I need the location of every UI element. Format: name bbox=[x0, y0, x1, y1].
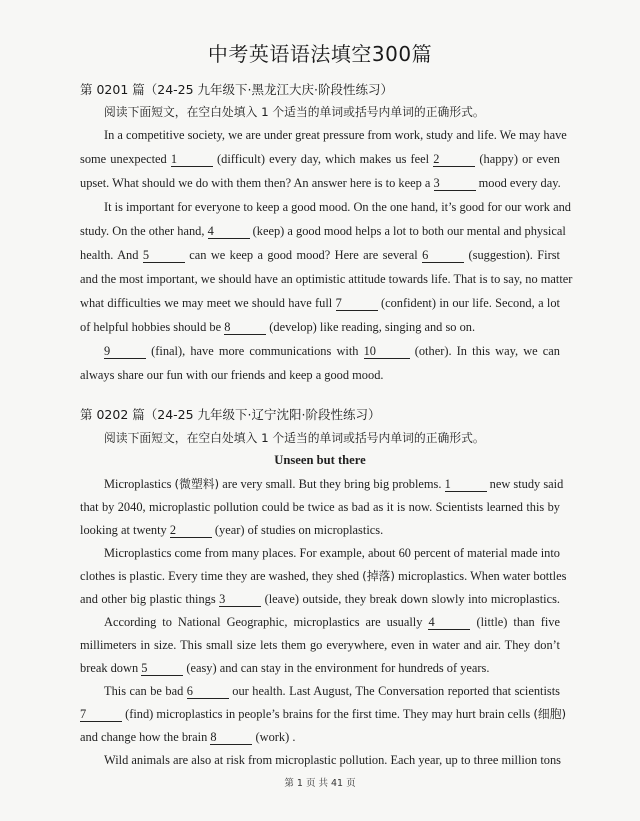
text-run: This can be bad bbox=[104, 684, 187, 698]
text-run: According to National Geographic, microplastics are usually bbox=[104, 615, 429, 629]
blank-8[interactable]: 8 bbox=[210, 730, 252, 745]
text-run: and other big plastic things bbox=[80, 592, 220, 606]
text-run: mood every day. bbox=[475, 176, 561, 190]
text-run: clothes is plastic. Every time they are washed, they shed bbox=[80, 569, 363, 583]
text-line bbox=[80, 499, 560, 515]
page-title: 中考英语语法填空300篇 bbox=[207, 42, 433, 66]
blank-5[interactable]: 5 bbox=[143, 248, 185, 263]
blank-3[interactable]: 3 bbox=[434, 176, 476, 191]
text-run: (other). In this way, we can bbox=[409, 344, 560, 358]
blank-8[interactable]: 8 bbox=[224, 320, 266, 335]
blank-1[interactable]: 1 bbox=[445, 477, 487, 492]
text-run: and the most important, we should have an optimistic attitude towards life. That is to say, no matter bbox=[80, 272, 573, 286]
text-run: In a competitive society, we are under great pressure from work, study and life. We may have bbox=[104, 128, 567, 142]
text-run: of helpful hobbies should be bbox=[80, 320, 225, 334]
text-line bbox=[80, 319, 560, 335]
text-run: our health. Last August, The Conversation reported that scientists bbox=[228, 684, 560, 698]
blank-2[interactable]: 2 bbox=[170, 523, 212, 538]
text-line bbox=[80, 660, 560, 676]
text-run: some unexpected bbox=[80, 152, 171, 166]
text-run: (final), have more communications with bbox=[146, 344, 364, 358]
text-run: (difficult) every day, which makes us feel bbox=[212, 152, 434, 166]
text-run: upset. What should we do with them then? An answer here is to keep a bbox=[80, 176, 434, 190]
text-run: new study said bbox=[486, 477, 564, 491]
page-footer: 第 1 页 共 41 页 bbox=[284, 778, 356, 789]
text-line bbox=[104, 752, 560, 768]
instruction: 阅读下面短文，在空白处填入 1 个适当的单词或括号内单词的正确形式。 bbox=[104, 105, 485, 119]
text-run: (happy) or even bbox=[475, 152, 560, 166]
blank-7[interactable]: 7 bbox=[80, 707, 122, 722]
text-run: Microplastics bbox=[104, 477, 175, 491]
text-run: (year) of studies on microplastics. bbox=[211, 523, 384, 537]
text-run: health. And bbox=[80, 248, 143, 262]
text-run: microplastics. When water bottles bbox=[394, 569, 567, 583]
text-line bbox=[80, 568, 567, 584]
text-line bbox=[104, 476, 564, 492]
text-line bbox=[104, 127, 567, 143]
text-run: It is important for everyone to keep a good mood. On the one hand, it’s good for our work and bbox=[104, 200, 571, 214]
passage-subtitle: Unseen but there bbox=[274, 453, 366, 467]
text-line bbox=[80, 706, 567, 722]
text-run: Wild animals are also at risk from microplastic pollution. Each year, up to three million tons bbox=[104, 753, 562, 767]
text-run: (suggestion). First bbox=[464, 248, 560, 262]
text-line bbox=[104, 683, 560, 699]
text-run: break down bbox=[80, 661, 142, 675]
text-run: and change how the brain bbox=[80, 730, 211, 744]
chinese-gloss: (掉落) bbox=[362, 569, 395, 583]
text-run: always share our fun with our friends and keep a good mood. bbox=[80, 368, 384, 382]
blank-5[interactable]: 5 bbox=[141, 661, 183, 676]
text-line bbox=[104, 545, 560, 561]
blank-7[interactable]: 7 bbox=[336, 296, 378, 311]
text-line bbox=[104, 343, 560, 359]
instruction: 阅读下面短文，在空白处填入 1 个适当的单词或括号内单词的正确形式。 bbox=[104, 431, 485, 445]
text-line bbox=[80, 151, 560, 167]
text-line bbox=[104, 199, 571, 215]
text-run: looking at twenty bbox=[80, 523, 170, 537]
text-run: (little) than five bbox=[470, 615, 560, 629]
text-line bbox=[80, 729, 560, 745]
blank-1[interactable]: 1 bbox=[171, 152, 213, 167]
text-run: (work) . bbox=[252, 730, 296, 744]
section-header: 第 0201 篇（24-25 九年级下·黑龙江大庆·阶段性练习） bbox=[80, 82, 394, 97]
text-run: what difficulties we may meet we should have full bbox=[80, 296, 336, 310]
blank-4[interactable]: 4 bbox=[428, 615, 470, 630]
text-run: millimeters in size. This small size lets them go everywhere, even in water and air. They don’t bbox=[80, 638, 560, 652]
blank-6[interactable]: 6 bbox=[187, 684, 229, 699]
text-run: (keep) a good mood helps a lot to both our mental and physical bbox=[249, 224, 566, 238]
text-line bbox=[80, 271, 573, 287]
text-run: study. On the other hand, bbox=[80, 224, 208, 238]
blank-10[interactable]: 10 bbox=[364, 344, 410, 359]
text-line bbox=[80, 175, 560, 191]
text-run: (easy) and can stay in the environment for hundreds of years. bbox=[183, 661, 490, 675]
chinese-gloss: (细胞) bbox=[533, 707, 567, 721]
blank-9[interactable]: 9 bbox=[104, 344, 146, 359]
text-line bbox=[80, 223, 566, 239]
text-line bbox=[80, 367, 560, 383]
text-run: can we keep a good mood? Here are several bbox=[184, 248, 423, 262]
text-line bbox=[80, 295, 560, 311]
text-line bbox=[80, 591, 560, 607]
text-line bbox=[80, 637, 560, 653]
text-line bbox=[104, 614, 560, 630]
text-run: (find) microplastics in people’s brains for the first time. They may hurt brain cells bbox=[122, 707, 534, 721]
section-header: 第 0202 篇（24-25 九年级下·辽宁沈阳·阶段性练习） bbox=[80, 407, 381, 422]
blank-4[interactable]: 4 bbox=[208, 224, 250, 239]
text-run: (develop) like reading, singing and so on. bbox=[266, 320, 476, 334]
blank-3[interactable]: 3 bbox=[219, 592, 261, 607]
text-run: (confident) in our life. Second, a lot bbox=[377, 296, 560, 310]
blank-2[interactable]: 2 bbox=[433, 152, 475, 167]
text-line bbox=[80, 247, 560, 263]
text-run: are very small. But they bring big problems. bbox=[219, 477, 445, 491]
text-run: that by 2040, microplastic pollution could be twice as bad as it is now. Scientists learned this by bbox=[80, 500, 560, 514]
text-line bbox=[80, 522, 560, 538]
text-run: Microplastics come from many places. For example, about 60 percent of material made into bbox=[104, 546, 560, 560]
text-run: (leave) outside, they break down slowly into microplastics. bbox=[261, 592, 560, 606]
blank-6[interactable]: 6 bbox=[422, 248, 464, 263]
chinese-gloss: (微塑料) bbox=[174, 477, 220, 491]
